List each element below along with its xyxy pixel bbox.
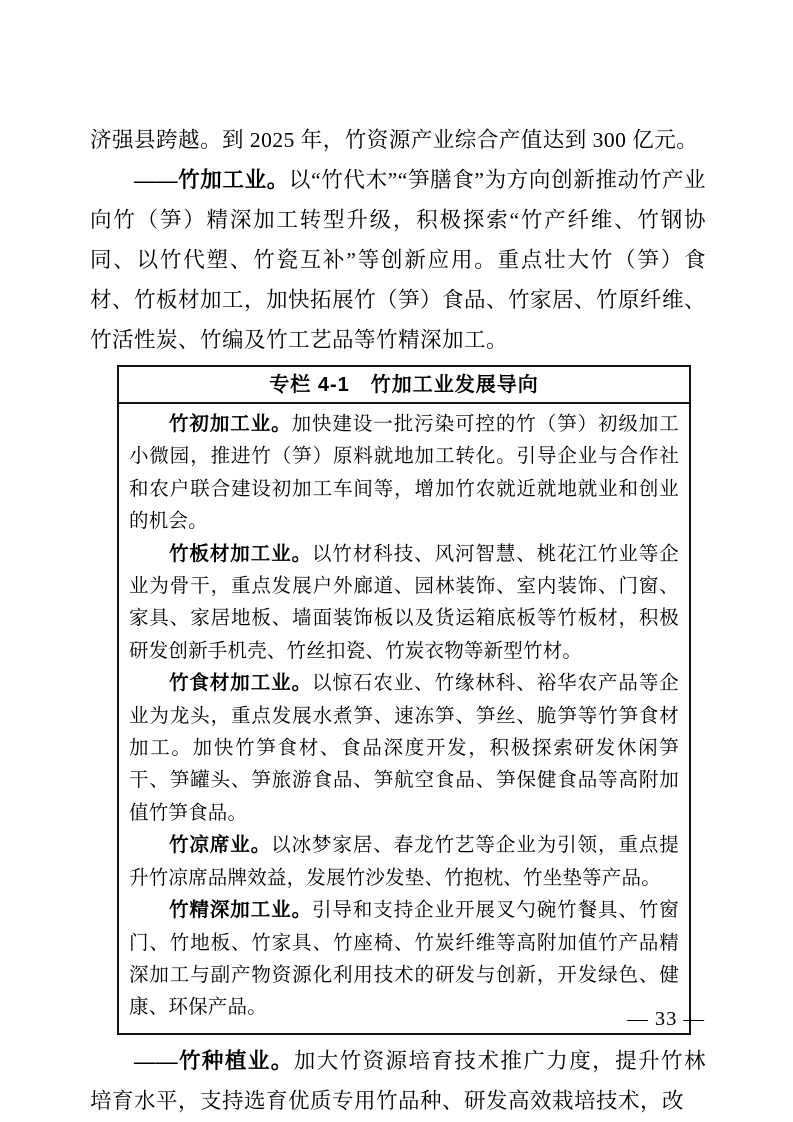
paragraph-bamboo-planting: [90, 1041, 706, 1121]
paragraph-text: 以惊石农业、竹缘林科、裕华农产品等企业为龙头，重点发展水煮笋、速冻笋、笋丝、脆笋等竹笋食材加工。加快竹笋食材、食品深度开发，积极探索研发休闲笋干、笋罐头、笋旅游食品、笋航空食品、笋保健食品等高附加值竹笋食品。: [129, 673, 679, 824]
column-box-paragraph: [129, 539, 679, 669]
column-box: [117, 365, 691, 1035]
column-box-paragraph: [129, 895, 679, 1025]
column-box-paragraph: [129, 409, 679, 539]
page-content: [90, 120, 706, 1121]
column-box-title: 专栏 4-1 竹加工业发展导向: [119, 367, 689, 404]
paragraph-lead: 竹精深加工业。: [169, 900, 312, 922]
paragraph-text: 以“竹代木”“笋膳食”为方向创新推动竹产业向竹（笋）精深加工转型升级，积极探索“竹产纤维、竹钢协同、以竹代塑、竹瓷互补”等创新应用。重点壮大竹（笋）食材、竹板材加工，加快拓展竹（笋）食品、竹家居、竹原纤维、竹活性炭、竹编及竹工艺品等竹精深加工。: [90, 168, 707, 352]
paragraph-lead: 竹凉席业。: [169, 835, 272, 857]
paragraph-lead: 竹初加工业。: [169, 414, 292, 435]
column-box-paragraph: [129, 668, 679, 830]
paragraph-lead: ——竹种植业。: [134, 1048, 294, 1073]
paragraph-continuation: 济强县跨越。到 2025 年，竹资源产业综合产值达到 300 亿元。: [90, 128, 699, 152]
paragraph-text: 加快建设一批污染可控的竹（笋）初级加工小微园，推进竹（笋）原料就地加工转化。引导企业与合作社和农户联合建设初加工车间等，增加竹农就近就地就业和创业的机会。: [129, 414, 679, 533]
paragraph-text: 加大竹资源培育技术推广力度，提升竹林培育水平，支持选育优质专用竹品种、研发高效栽培技术，改: [90, 1048, 706, 1113]
paragraph-lead: 竹板材加工业。: [169, 543, 312, 565]
paragraph-lead: ——竹加工业。: [134, 168, 289, 192]
paragraph-text: 引导和支持企业开展叉勺碗竹餐具、竹窗门、竹地板、竹家具、竹座椅、竹炭纤维等高附加值竹产品精深加工与副产物资源化利用技术的研发与创新，开发绿色、健康、环保产品。: [129, 900, 679, 1019]
paragraph-bamboo-processing: [90, 160, 706, 360]
column-box-paragraph: [129, 830, 679, 895]
page-number: — 33 —: [627, 1008, 705, 1030]
paragraph-text: 以冰梦家居、春龙竹艺等企业为引领，重点提升竹凉席品牌效益，发展竹沙发垫、竹抱枕、竹坐垫等产品。: [129, 835, 679, 889]
column-box-body: [119, 404, 689, 1033]
paragraph-text: 以竹材科技、风河智慧、桃花江竹业等企业为骨干，重点发展户外廊道、园林装饰、室内装饰、门窗、家具、家居地板、墙面装饰板以及货运箱底板等竹板材，积极研发创新手机壳、竹丝扣瓷、竹炭衣物等新型竹材。: [129, 543, 679, 662]
paragraph-lead: 竹食材加工业。: [169, 673, 312, 695]
